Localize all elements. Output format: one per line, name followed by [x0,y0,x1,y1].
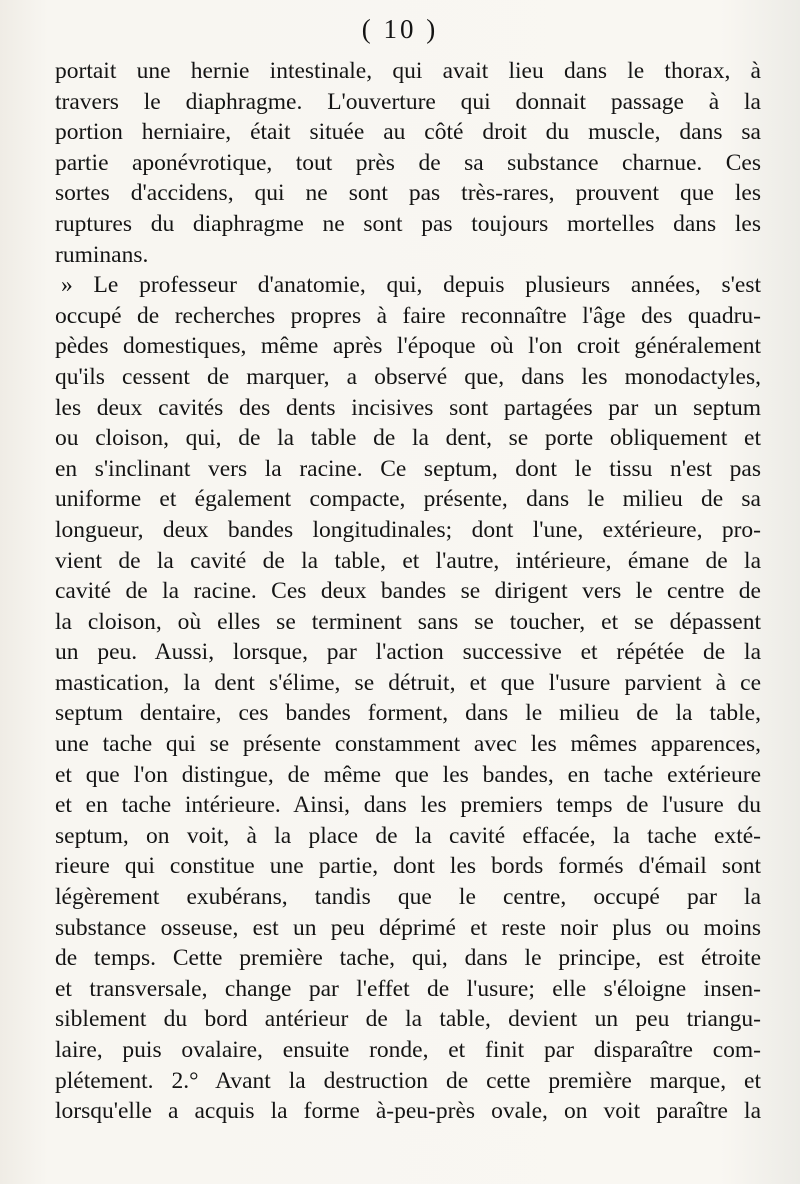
text-line: siblement du bord antérieur de la table, devient un peu triangu- [55,1006,761,1033]
text-line: plétement. 2.° Avant la destruction de cette première marque, et [55,1067,761,1094]
text-line: substance osseuse, est un peu déprimé et reste noir plus ou moins [55,914,761,941]
text-line: occupé de recherches propres à faire reconnaître l'âge des quadru- [55,302,761,329]
text-line: lorsqu'elle a acquis la forme à-peu-près ovale, on voit paraître la [55,1098,761,1125]
text-line: cavité de la racine. Ces deux bandes se dirigent vers le centre de [55,578,761,605]
text-line: » Le professeur d'anatomie, qui, depuis plusieurs années, s'est [61,272,761,299]
text-line: septum, on voit, à la place de la cavité effacée, la tache exté- [55,822,761,849]
text-line: ruminans. [55,241,149,268]
text-line: ruptures du diaphragme ne sont pas toujours mortelles dans les [55,210,761,237]
text-line: sortes d'accidens, qui ne sont pas très-rares, prouvent que les [55,180,761,207]
text-line: légèrement exubérans, tandis que le centre, occupé par la [55,884,761,911]
text-line: de temps. Cette première tache, qui, dans le principe, est étroite [55,945,761,972]
text-line: un peu. Aussi, lorsque, par l'action successive et répétée de la [55,639,761,666]
text-line: les deux cavités des dents incisives sont partagées par un septum [55,394,761,421]
body-text [55,56,761,1127]
text-line: portait une hernie intestinale, qui avait lieu dans le thorax, à [55,58,761,84]
text-line: qu'ils cessent de marquer, a observé que, dans les monodactyles, [55,363,761,390]
text-line: mastication, la dent s'élime, se détruit, et que l'usure parvient à ce [55,669,761,696]
text-line: ou cloison, qui, de la table de la dent, se porte obliquement et [55,425,761,452]
text-line: longueur, deux bandes longitudinales; dont l'une, extérieure, pro- [55,516,761,543]
text-line: et transversale, change par l'effet de l'usure; elle s'éloigne insen- [55,975,761,1002]
text-line: laire, puis ovalaire, ensuite ronde, et finit par disparaître com- [55,1037,761,1063]
text-line: travers le diaphragme. L'ouverture qui donnait passage à la [55,88,761,115]
text-line: et en tache intérieure. Ainsi, dans les premiers temps de l'usure du [55,792,761,819]
text-line: partie aponévrotique, tout près de sa substance charnue. Ces [55,149,761,176]
text-line: et que l'on distingue, de même que les bandes, en tache extérieure [55,761,761,788]
text-line: septum dentaire, ces bandes forment, dans le milieu de la table, [55,700,761,727]
text-line: pèdes domestiques, même après l'époque où l'on croit généralement [55,333,761,360]
text-line: portion herniaire, était située au côté droit du muscle, dans sa [55,119,761,146]
text-line: rieure qui constitue une partie, dont les bords formés d'émail sont [55,853,761,880]
text-line: en s'inclinant vers la racine. Ce septum, dont le tissu n'est pas [55,455,761,482]
text-line: la cloison, où elles se terminent sans se toucher, et se dépassent [55,608,761,635]
page-number: ( 10 ) [361,14,439,44]
text-line: uniforme et également compacte, présente, dans le milieu de sa [55,486,761,513]
text-line: vient de la cavité de la table, et l'autre, intérieure, émane de la [55,547,761,574]
text-line: une tache qui se présente constamment avec les mêmes apparences, [55,731,761,758]
